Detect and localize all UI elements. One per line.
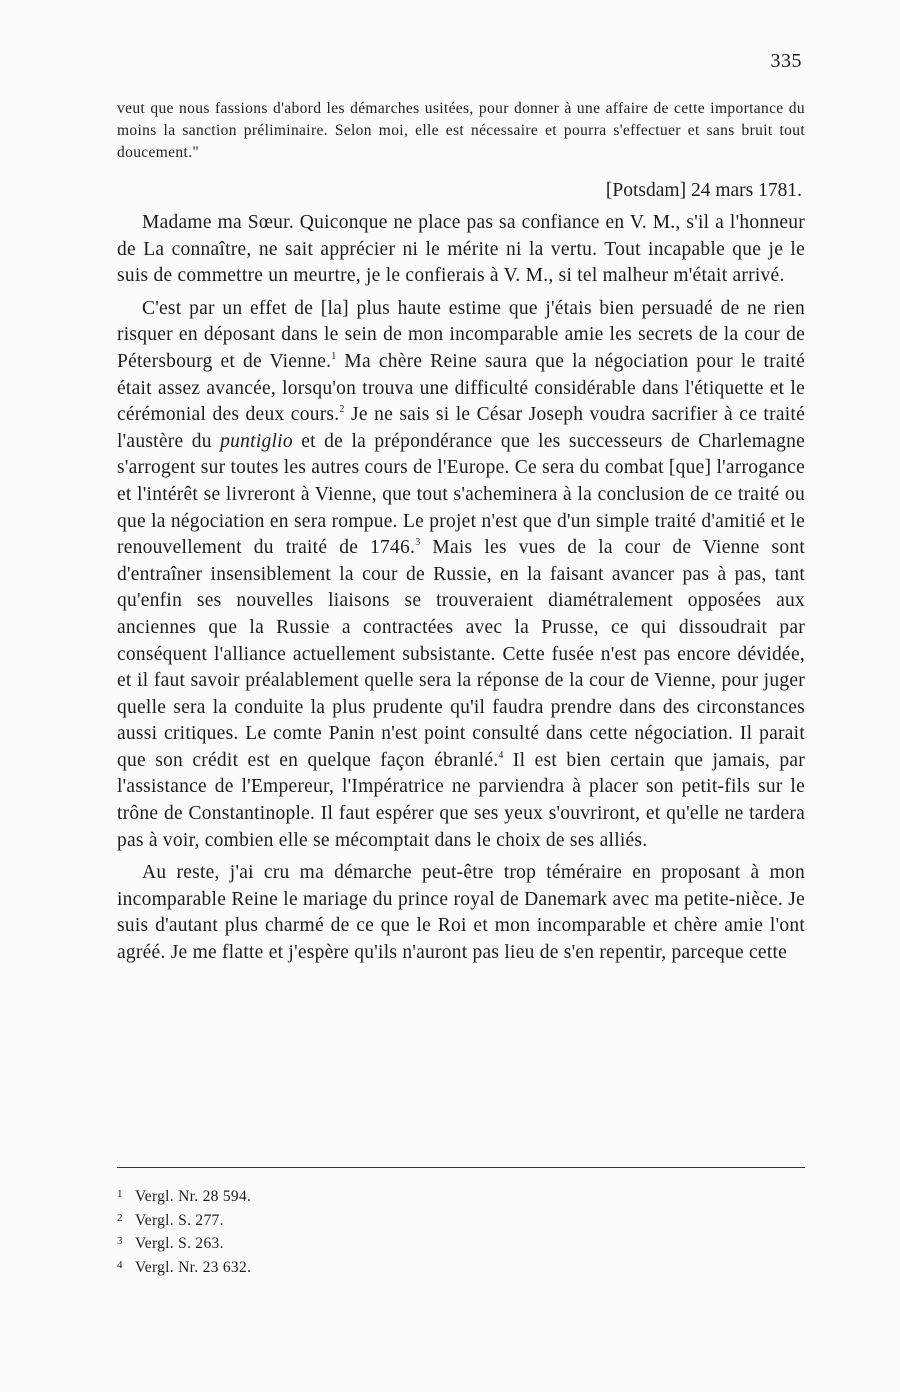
footnote-text: Vergl. S. 277.	[135, 1211, 224, 1229]
paragraph-2-part-b: Ma chère Reine saura que la négociation pour le traité était assez avancée, lorsqu'on trouva une difficulté considérable dans l'étiquette et le cérémonial des deux cours.	[117, 350, 805, 426]
footnote-mark: 4	[117, 1258, 123, 1271]
paragraph-2-part-e: Mais les vues de la cour de Vienne sont d'entraîner insensiblement la cour de Russie, en la faisant avancer pas à pas, tant qu'enfin ses nouvelles liaisons se trouveraient diamétralement opposées aux anciennes que la Russie a contractées avec la Prusse, ce qui dissoudrait par conséquent l'alliance actuellement subsistante. Cette fusée n'est pas encore dévidée, et il faut savoir préalablement quelle sera la réponse de la cour de Vienne, pour juger quelle sera la conduite la plus prudente qu'il faudra prendre dans des circonstances aussi critiques. Le comte Panin n'est point consulté dans cette négociation. Il parait que son crédit est en quelque façon ébranlé.	[117, 537, 805, 771]
paragraph-1: Madame ma Sœur. Quiconque ne place pas sa confiance en V. M., s'il a l'honneur de La connaître, ne sait apprécier ni le mérite ni la vertu. Tout incapable que je le suis de commettre un meurtre, je le confierais à V. M., si tel malheur m'était arrivé.	[117, 212, 805, 287]
footnote-ref-4: 4	[498, 749, 504, 761]
quoted-paragraph: veut que nous fassions d'abord les démarches usitées, pour donner à une affaire de cette importance du moins la sanction préliminaire. Selon moi, elle est nécessaire et pourra s'effectuer et sans bruit tout doucement."	[117, 100, 805, 161]
footnote-ref-2: 2	[339, 404, 345, 416]
footnote-mark: 3	[117, 1235, 123, 1248]
footnote-ref-3: 3	[415, 537, 421, 549]
paragraph-2	[117, 296, 805, 854]
footnote-mark: 2	[117, 1211, 123, 1224]
footnote-1	[117, 1184, 617, 1208]
paragraph-2-part-c: Je ne sais si le César Joseph voudra sacrifier à ce traité l'austère du	[117, 404, 805, 452]
letter-body	[117, 210, 805, 973]
footnotes	[117, 1184, 617, 1278]
footnote-text: Vergl. S. 263.	[135, 1235, 224, 1253]
quoted-passage	[117, 98, 805, 163]
italic-term: puntiglio	[220, 430, 293, 452]
paragraph-2-part-f: Il est bien certain que jamais, par l'assistance de l'Empereur, l'Impératrice ne parviendra à placer son petit-fils sur le trône de Constantinople. Il faut espérer que ses yeux s'ouvriront, et qu'elle ne tardera pas à voir, combien elle se mécomptait dans le choix de ses alliés.	[117, 749, 805, 851]
footnote-2	[117, 1208, 617, 1232]
letter-dateline: [Potsdam] 24 mars 1781.	[605, 180, 802, 201]
footnote-4	[117, 1255, 617, 1279]
paragraph-2-part-a: C'est par un effet de [la] plus haute estime que j'étais bien persuadé de ne rien risquer en déposant dans le sein de mon incomparable amie les secrets de la cour de Pétersbourg et de Vienne.	[117, 297, 805, 372]
footnote-ref-1: 1	[331, 350, 337, 362]
page-number: 335	[770, 50, 802, 72]
footnote-mark: 1	[117, 1188, 123, 1200]
footnote-text: Vergl. Nr. 28 594.	[135, 1188, 252, 1205]
footnote-text: Vergl. Nr. 23 632.	[135, 1258, 252, 1276]
paragraph-2-part-d: et de la prépondérance que les successeurs de Charlemagne s'arrogent sur toutes les autres cours de l'Europe. Ce sera du combat [que] l'arrogance et l'intérêt se livreront à Vienne, que tout s'acheminera à la conclusion de ce traité ou que la négociation en sera rompue. Le projet n'est que d'un simple traité d'amitié et le renouvellement du traité de 1746.	[117, 430, 805, 559]
footnote-3	[117, 1231, 617, 1255]
paragraph-3: Au reste, j'ai cru ma démarche peut-être trop téméraire en proposant à mon incomparable Reine le mariage du prince royal de Danemark avec ma petite-nièce. Je suis d'autant plus charmé de ce que le Roi et mon incomparable et chère amie l'ont agréé. Je me flatte et j'espère qu'ils n'auront pas lieu de s'en repentir, parceque cette	[117, 862, 805, 964]
footnote-divider	[117, 1167, 805, 1168]
